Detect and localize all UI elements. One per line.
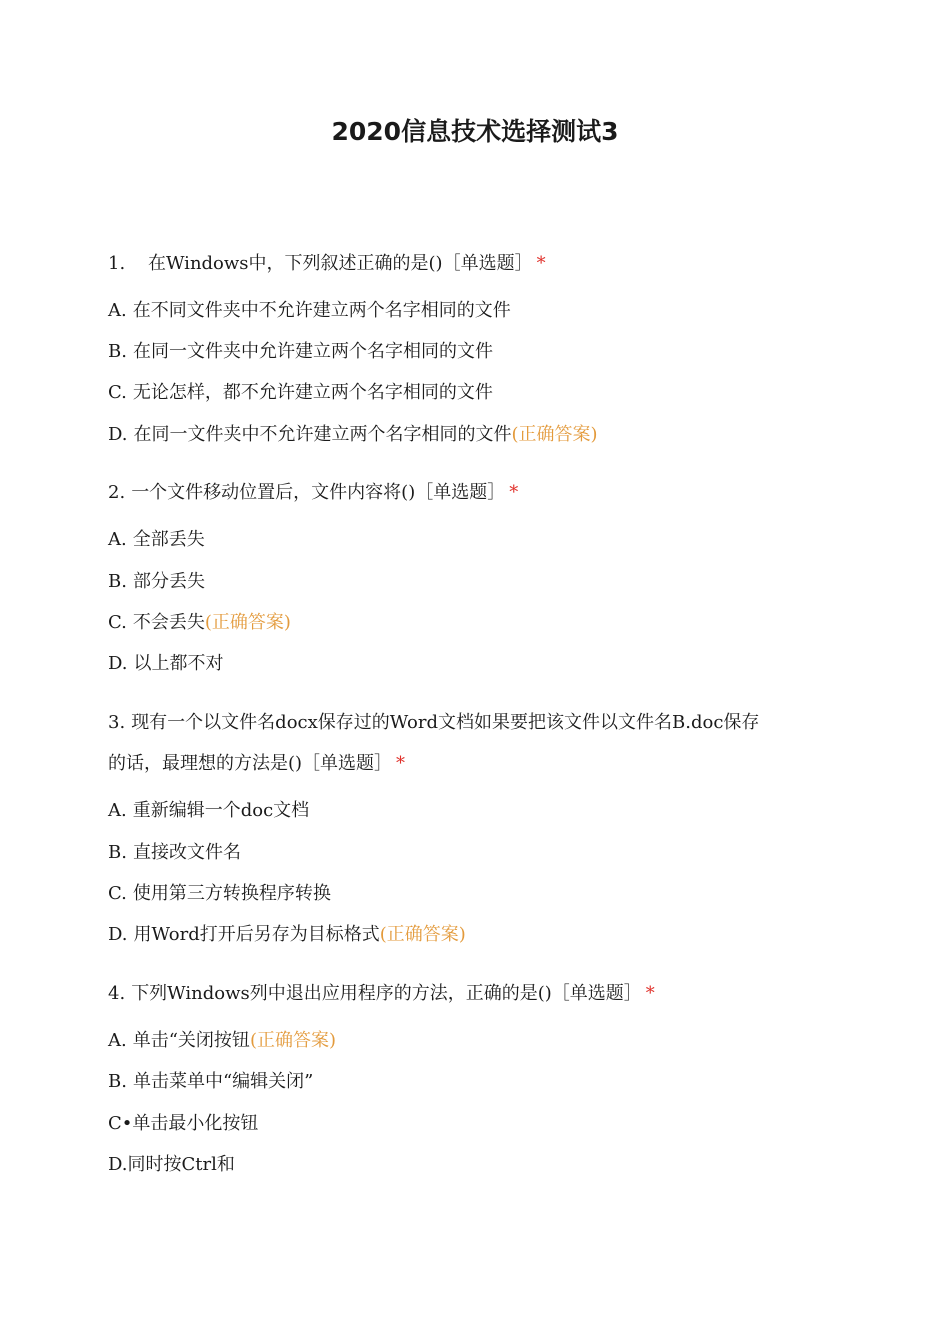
option-text: 无论怎样，都不允许建立两个名字相同的文件 xyxy=(132,382,493,403)
question-4 xyxy=(108,981,850,1007)
option-text: 在同一文件夹中不允许建立两个名字相同的文件 xyxy=(133,424,512,445)
option-text: 用Word打开后另存为目标格式 xyxy=(133,924,380,945)
option-text: 单击最小化按钮 xyxy=(132,1113,259,1134)
question-number: 2. xyxy=(108,482,126,503)
option-label: A. xyxy=(108,1030,127,1051)
required-mark: * xyxy=(509,482,519,503)
option-3c[interactable] xyxy=(108,881,850,907)
option-1b[interactable] xyxy=(108,339,850,365)
option-4a[interactable] xyxy=(108,1028,850,1054)
option-text: 以上都不对 xyxy=(133,653,224,674)
option-2d[interactable] xyxy=(108,651,850,677)
required-mark: * xyxy=(396,753,406,774)
correct-answer-tag: (正确答案) xyxy=(379,924,466,945)
option-label: B. xyxy=(108,842,127,863)
option-text: 重新编辑一个doc文档 xyxy=(132,800,310,821)
option-3a[interactable] xyxy=(108,798,850,824)
option-label: C. xyxy=(108,382,127,403)
option-4d[interactable] xyxy=(108,1152,850,1178)
page-title: 2020信息技术选择测试3 xyxy=(331,117,619,146)
option-text: 全部丢失 xyxy=(132,529,205,550)
option-label: D. xyxy=(108,424,128,445)
option-4b[interactable] xyxy=(108,1069,850,1095)
option-label: B. xyxy=(108,1071,127,1092)
option-2c[interactable] xyxy=(108,610,850,636)
question-text-line2: 的话，最理想的方法是()［单选题］ xyxy=(108,753,393,774)
option-1a[interactable] xyxy=(108,298,850,324)
question-text: 在Windows中，下列叙述正确的是()［单选题］ xyxy=(148,253,533,274)
question-number: 3. xyxy=(108,712,126,733)
question-number: 4. xyxy=(108,983,126,1004)
option-text: 在不同文件夹中不允许建立两个名字相同的文件 xyxy=(132,300,511,321)
option-label: B. xyxy=(108,341,127,362)
option-2b[interactable] xyxy=(108,569,850,595)
question-2 xyxy=(108,480,850,506)
correct-answer-tag: (正确答案) xyxy=(204,612,291,633)
option-text: 不会丢失 xyxy=(132,612,205,633)
question-3 xyxy=(108,710,850,736)
option-3b[interactable] xyxy=(108,840,850,866)
question-3-continued xyxy=(108,751,850,777)
option-label: C. xyxy=(108,612,127,633)
option-text: 部分丢失 xyxy=(132,571,205,592)
correct-answer-tag: (正确答案) xyxy=(249,1030,336,1051)
option-text: 同时按Ctrl和 xyxy=(127,1154,235,1175)
option-text: 单击“关闭按钮 xyxy=(132,1030,250,1051)
required-mark: * xyxy=(645,983,655,1004)
option-1c[interactable] xyxy=(108,380,850,406)
option-label: B. xyxy=(108,571,127,592)
option-text: 使用第三方转换程序转换 xyxy=(132,883,331,904)
option-label: C• xyxy=(108,1113,133,1134)
correct-answer-tag: (正确答案) xyxy=(511,424,598,445)
question-number: 1. xyxy=(108,253,126,274)
option-4c[interactable] xyxy=(108,1111,850,1137)
question-text-line1: 现有一个以文件名docx保存过的Word文档如果要把该文件以文件名B.doc保存 xyxy=(131,712,760,733)
question-1 xyxy=(108,251,850,277)
option-text: 直接改文件名 xyxy=(132,842,241,863)
option-label: D. xyxy=(108,653,128,674)
option-label: A. xyxy=(108,300,127,321)
option-3d[interactable] xyxy=(108,922,850,948)
option-label: D. xyxy=(108,1154,128,1175)
option-1d[interactable] xyxy=(108,422,850,448)
question-text: 下列Windows列中退出应用程序的方法，正确的是()［单选题］ xyxy=(131,983,642,1004)
required-mark: * xyxy=(536,253,546,274)
option-label: D. xyxy=(108,924,128,945)
option-2a[interactable] xyxy=(108,527,850,553)
option-label: C. xyxy=(108,883,127,904)
option-text: 单击菜单中“编辑关闭” xyxy=(132,1071,314,1092)
option-text: 在同一文件夹中允许建立两个名字相同的文件 xyxy=(132,341,493,362)
option-label: A. xyxy=(108,800,127,821)
option-label: A. xyxy=(108,529,127,550)
question-text: 一个文件移动位置后，文件内容将()［单选题］ xyxy=(131,482,506,503)
